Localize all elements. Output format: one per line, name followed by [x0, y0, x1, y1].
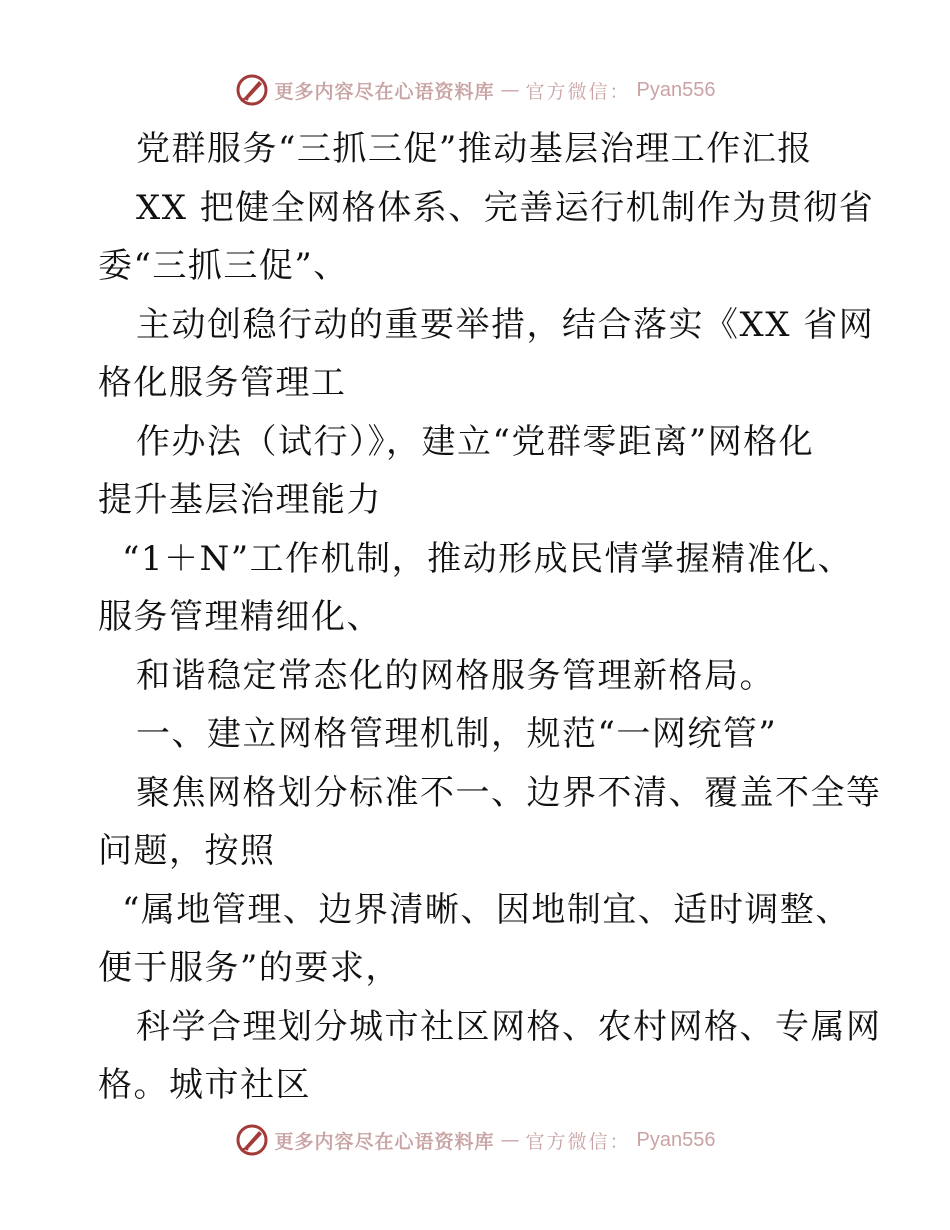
footer-wechat-label: 官方微信：: [525, 1130, 631, 1153]
paragraph-line: XX 把健全网格体系、完善运行机制作为贯彻省: [136, 187, 875, 228]
header-wechat-id: Pyan556: [636, 78, 716, 101]
paragraph-line: 服务管理精细化、: [98, 597, 382, 637]
paragraph-line: 便于服务”的要求，: [98, 948, 401, 988]
paragraph-line: 提升基层治理能力: [98, 480, 382, 520]
paragraph-line: 聚焦网格划分标准不一、边界不清、覆盖不全等: [136, 772, 882, 813]
paragraph-line: “属地管理、边界清晰、因地制宜、适时调整、: [122, 889, 851, 930]
document-body: [98, 120, 882, 1115]
paragraph-line: 作办法（试行）》，建立“党群零距离”网格化: [136, 421, 815, 462]
paragraph-line: 问题，按照: [98, 831, 276, 871]
quill-ink-logo-icon: [235, 1123, 269, 1157]
paragraph-line: 格化服务管理工: [98, 363, 347, 403]
header-site-text: 更多内容尽在心语资料库: [274, 80, 495, 103]
paragraph-line: 和谐稳定常态化的网格服务管理新格局。: [136, 655, 775, 696]
header-banner: [0, 70, 950, 110]
paragraph-line: 格。城市社区: [98, 1065, 311, 1105]
paragraph-line: “1＋N”工作机制，推动形成民情掌握精准化、: [122, 538, 854, 579]
quill-ink-logo-icon: [235, 73, 269, 107]
footer-wechat-id: Pyan556: [636, 1128, 716, 1151]
section-heading: 一、建立网格管理机制，规范“一网统管”: [136, 714, 778, 754]
paragraph-line: 主动创稳行动的重要举措，结合落实《XX 省网: [136, 304, 875, 345]
paragraph-line: 科学合理划分城市社区网格、农村网格、专属网: [136, 1006, 882, 1047]
footer-banner: [0, 1120, 950, 1160]
footer-site-text: 更多内容尽在心语资料库: [274, 1130, 495, 1153]
document-title: 党群服务“三抓三促”推动基层治理工作汇报: [136, 129, 813, 169]
header-separator: —: [500, 79, 520, 101]
paragraph-line: 委“三抓三促”、: [98, 246, 349, 286]
footer-separator: —: [500, 1129, 520, 1151]
header-wechat-label: 官方微信：: [525, 80, 631, 103]
